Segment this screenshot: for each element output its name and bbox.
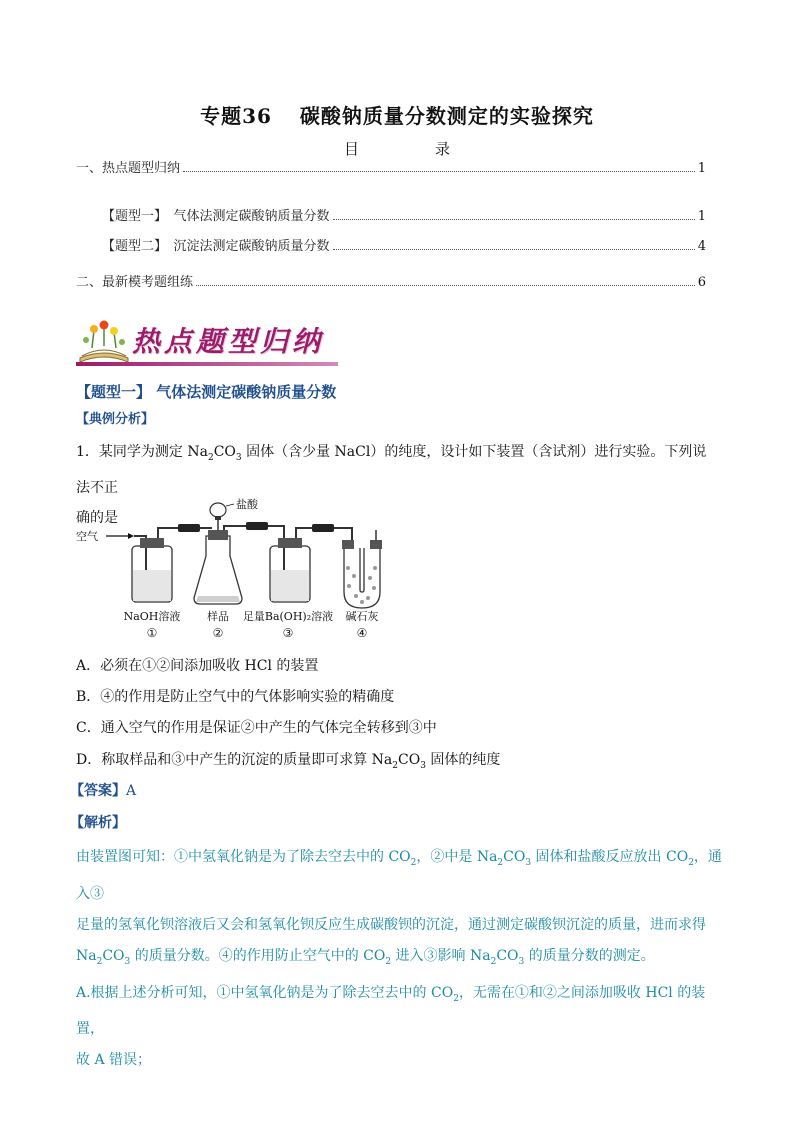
subscript: 3	[235, 452, 242, 463]
toc-heading	[0, 138, 794, 159]
analysis-part: 固体和盐酸反应放出 CO	[531, 849, 689, 865]
subscript: 3	[525, 857, 532, 868]
label-soda-lime: 碱石灰	[345, 610, 379, 623]
toc-item-label: 【题型二】 沉淀法测定碳酸钠质量分数	[102, 239, 330, 254]
toc-leader	[333, 219, 695, 220]
option-part: D．称取样品和③中产生的沉淀的质量即可求算 Na	[76, 752, 393, 768]
answer-label: 【答案】	[70, 783, 126, 799]
option-c[interactable]: C．通入空气的作用是保证②中产生的气体完全转移到③中	[76, 720, 437, 736]
label-naoh: NaOH溶液	[123, 610, 181, 623]
analysis-part: 由装置图可知：①中氢氧化钠是为了除去空去中的 CO	[76, 849, 411, 865]
subscript: 3	[518, 956, 525, 967]
analysis-part: 进入③影响 Na	[391, 947, 491, 964]
air-label: 空气	[76, 530, 98, 543]
subscript: 2	[453, 993, 459, 1004]
analysis-label: 【解析】	[70, 815, 126, 831]
subscript: 2	[392, 760, 399, 771]
analysis-part: 的质量分数。④的作用防止空气中的 CO	[130, 947, 386, 964]
toc-item[interactable]	[76, 157, 706, 176]
toc-item-page: 4	[697, 239, 706, 254]
subscript: 2	[497, 857, 504, 868]
analysis-part: ，无需在①和②之间添加吸收 HCl 的装置，	[76, 984, 706, 1038]
page-title	[0, 100, 794, 129]
answer-line	[70, 780, 136, 800]
analysis-part: Na	[76, 947, 97, 964]
toc-item[interactable]	[76, 271, 706, 290]
title-number: 专题36	[200, 104, 272, 128]
question-part: CO	[213, 444, 236, 460]
u-tube-4	[344, 548, 380, 608]
toc-item-page: 6	[697, 275, 706, 290]
section-title: 【题型一】 气体法测定碳酸钠质量分数	[76, 383, 337, 401]
subscript: 2	[96, 956, 103, 967]
toc-item[interactable]	[102, 205, 706, 224]
analysis-part: CO	[503, 849, 526, 865]
toc-heading-char1: 目	[343, 140, 359, 158]
analysis-part: CO	[102, 947, 125, 964]
toc-item-page: 1	[697, 161, 706, 176]
toc-item[interactable]	[102, 235, 706, 254]
option-part: 固体的纯度	[425, 752, 501, 768]
subscript: 2	[688, 857, 694, 868]
toc-leader	[183, 171, 695, 172]
num-3: ③	[282, 626, 294, 640]
toc-item-label: 一、热点题型归纳	[76, 161, 181, 176]
option-a[interactable]: A．必须在①②间添加吸收 HCl 的装置	[76, 658, 319, 674]
answer-value: A	[126, 783, 137, 799]
option-b[interactable]: B．④的作用是防止空气中的气体影响实验的精确度	[76, 689, 395, 705]
num-2: ②	[212, 626, 224, 640]
analysis-part: ，②中是 Na	[416, 849, 498, 865]
apparatus-diagram	[76, 498, 416, 643]
question-part: 1．某同学为测定 Na	[76, 444, 208, 460]
subscript: 2	[385, 956, 392, 967]
title-text: 碳酸钠质量分数测定的实验探究	[299, 104, 594, 128]
analysis-text	[76, 842, 726, 1076]
analysis-part: CO	[496, 947, 519, 964]
label-sample: 样品	[207, 610, 229, 623]
book-flowers-icon	[76, 318, 132, 364]
subscript: 2	[207, 452, 214, 463]
analysis-part: 的质量分数的测定。	[524, 947, 655, 964]
num-1: ①	[146, 626, 158, 640]
toc-leader	[333, 249, 695, 250]
toc-item-page: 1	[697, 209, 706, 224]
toc-leader	[196, 285, 695, 286]
subscript: 3	[420, 760, 426, 771]
analysis-part: A.根据上述分析可知，①中氢氧化钠是为了除去空去中的 CO	[76, 984, 454, 1001]
subscript: 2	[490, 956, 497, 967]
question-part: 固体（含少量 NaCl）的纯度，设计如下装置（含试剂）进行实验。下列说法不正	[76, 444, 707, 496]
typical-analysis-tag: 【典例分析】	[76, 412, 155, 427]
acid-label: 盐酸	[236, 498, 258, 511]
analysis-part: 足量的氢氧化钡溶液后又会和氢氧化钡反应生成碳酸钡的沉淀，通过测定碳酸钡沉淀的质量，进而求得	[76, 916, 706, 933]
analysis-part: ，通入③	[76, 849, 722, 902]
label-baoh2: 足量Ba(OH)₂溶液	[242, 610, 334, 623]
num-4: ④	[356, 626, 368, 640]
option-part: CO	[398, 752, 421, 768]
option-d[interactable]	[76, 749, 500, 771]
toc-heading-char2: 录	[435, 140, 451, 158]
analysis-part: 故 A 错误；	[76, 1052, 152, 1069]
question-part: 确的是	[76, 509, 118, 526]
toc-item-label: 【题型一】 气体法测定碳酸钠质量分数	[102, 209, 330, 224]
toc-item-label: 二、最新模考题组练	[76, 275, 194, 290]
banner-title: 热点题型归纳	[132, 325, 325, 358]
banner-underline	[76, 362, 338, 366]
flask-2	[194, 536, 242, 604]
subscript: 3	[124, 956, 131, 967]
subscript: 2	[410, 857, 417, 868]
